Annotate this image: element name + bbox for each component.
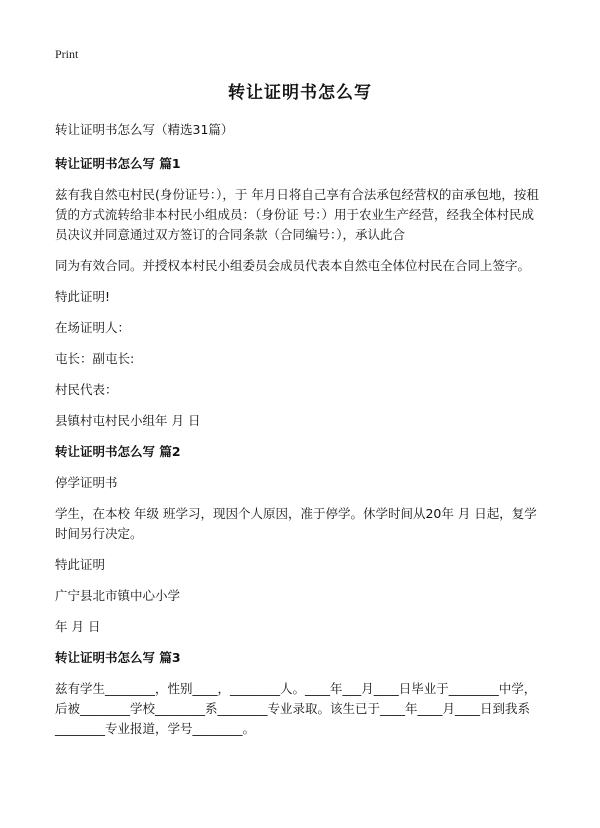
paragraph: 兹有学生________，性别____，________人。____年___月____日毕业于________中学，后被________学校________系________专业录取。该生已于____年____月____日到我系________专业报道，学号________。	[55, 681, 537, 736]
paragraph: 在场证明人：	[55, 320, 131, 335]
section-1	[55, 154, 545, 431]
section-heading: 转让证明书怎么写 篇2	[55, 444, 181, 459]
paragraph: 特此证明!	[55, 289, 111, 304]
paragraph: 县镇村屯村民小组年 月 日	[55, 413, 201, 428]
paragraph: 屯长：副屯长:	[55, 351, 135, 366]
paragraph: 同为有效合同。并授权本村民小组委员会成员代表本自然屯全体位村民在合同上签字。	[55, 258, 531, 273]
section-heading: 转让证明书怎么写 篇1	[55, 156, 181, 171]
paragraph: 年 月 日	[55, 619, 101, 634]
section-heading: 转让证明书怎么写 篇3	[55, 650, 181, 665]
document-subtitle: 转让证明书怎么写（精选31篇）	[55, 122, 234, 137]
section-3	[55, 648, 545, 739]
document-title: 转让证明书怎么写	[228, 83, 372, 103]
paragraph: 学生，在本校 年级 班学习，现因个人原因，准于停学。休学时间从20年 月 日起，复学时间另行决定。	[55, 506, 537, 541]
section-2	[55, 442, 545, 637]
document-body	[55, 120, 545, 750]
paragraph: 广宁县北市镇中心小学	[55, 588, 181, 603]
paragraph: 停学证明书	[55, 475, 118, 490]
paragraph: 特此证明	[55, 557, 106, 572]
paragraph: 村民代表：	[55, 382, 118, 397]
print-link[interactable]: Print	[55, 47, 79, 61]
paragraph: 兹有我自然屯村民(身份证号：），于 年月日将自己享有合法承包经营权的亩承包地，按租赁的方式流转给非本村民小组成员：（身份证 号：）用于农业生产经营，经我全体村民成员决议并同意通过双方签订的合同条款（合同编号：），承认此合	[55, 187, 539, 242]
